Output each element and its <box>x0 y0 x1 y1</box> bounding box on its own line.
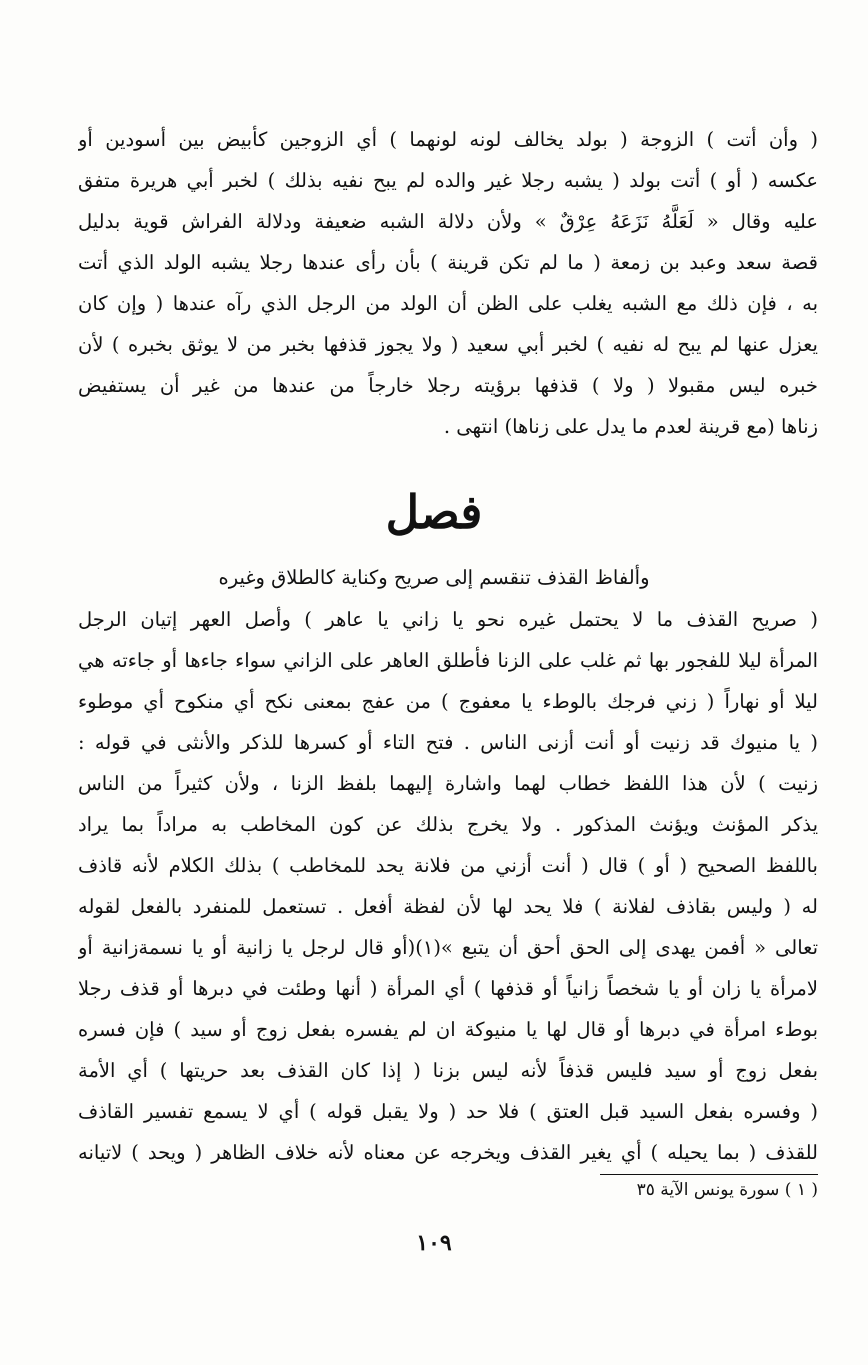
text-line: باللفظ الصحيح ( أو ) قال ( أنت أزني من فلانة يحد للمخاطب ) بذلك الكلام لأنه قاذف <box>78 854 818 877</box>
text-line: ( يا منيوك قد زنيت أو أنت أزنى الناس . فتح التاء أو كسرها للذكر والأنثى في قوله : <box>78 731 818 754</box>
text-line: يذكر المؤنث ويؤنث المذكور . ولا يخرج بذلك عن كون المخاطب به مراداً بما يراد <box>78 813 818 836</box>
text-line: ( وفسره بفعل السيد قبل العتق ) فلا حد ( ولا يقبل قوله ) أي لا يسمع تفسير القاذف <box>78 1100 818 1123</box>
text-line: يعزل عنها لم يبح له نفيه ) لخبر أبي سعيد ( ولا يجوز قذفها بخبر من لا يوثق بخبره ) لأن <box>78 333 818 356</box>
text-line: ( وأن أتت ) الزوجة ( بولد يخالف لونه لونهما ) أي الزوجين كأبيض بين أسودين أو <box>78 128 818 151</box>
text-line: عكسه ( أو ) أتت بولد ( يشبه رجلا غير والده لم يبح نفيه بذلك ) لخبر أبي هريرة متفق <box>78 169 818 192</box>
text-line: ليلا أو نهاراً ( زني فرجك بالوطء يا معفوج ) من عفج بمعنى نكح أي منكوح أي موطوء <box>78 690 818 713</box>
text-line: به ، فإن ذلك مع الشبه يغلب على الظن أن الولد من الرجل الذي رآه عندها ( وإن كان <box>78 292 818 315</box>
text-line: المرأة ليلا للفجور بها ثم غلب على الزنا فأطلق العاهر على الزاني سواء جاءها أو جاءته هي <box>78 649 818 672</box>
footnote: ( ١ ) سورة يونس الآية ٣٥ <box>636 1180 818 1200</box>
page-number: ١٠٩ <box>416 1230 452 1256</box>
paragraph-1 <box>78 119 818 447</box>
text-line: للقذف ( بما يحيله ) أي يغير القذف ويخرجه عن معناه لأنه خلاف الظاهر ( ويحد ) لاتيانه <box>78 1141 818 1164</box>
paragraph-2 <box>78 599 818 1173</box>
text-line: زناها (مع قرينة لعدم ما يدل على زناها) انتهى . <box>443 415 818 438</box>
text-line: بفعل زوج أو سيد فليس قذفاً لأنه ليس بزنا ( إذا كان القذف بعد حريتها ) أي الأمة <box>78 1059 818 1082</box>
text-line: زنيت ) لأن هذا اللفظ خطاب لهما واشارة إليهما بلفظ الزنا ، ولأن كثيراً من الناس <box>78 772 818 795</box>
text-line: تعالى « أفمن يهدى إلى الحق أحق أن يتبع »(١)(أو قال لرجل يا زانية أو يا نسمةزانية أو <box>78 936 818 959</box>
text-line: قصة سعد وعبد بن زمعة ( ما لم تكن قرينة ) بأن رأى عندها رجلا يشبه الولد الذي أتت <box>78 251 818 274</box>
section-subheading: وألفاظ القذف تنقسم إلى صريح وكناية كالطلاق وغيره <box>218 566 650 589</box>
text-line: له ( وليس بقاذف لفلانة ) فلا يحد لها لأن لفظة أفعل . تستعمل للمنفرد بالفعل لقوله <box>78 895 818 918</box>
text-line: عليه وقال « لَعَلَّهُ نَزَعَهُ عِرْقٌ » ولأن دلالة الشبه ضعيفة ودلالة الفراش قوية بدليل <box>78 210 818 233</box>
text-line: لامرأة يا زان أو يا شخصاً زانياً أو قذفها ) أي المرأة ( أنها وطئت في دبرها أو قذف رجلا <box>78 977 818 1000</box>
text-line: بوطء امرأة في دبرها أو قال لها يا منيوكة ان لم يفسره بفعل زوج أو سيد ) فإن فسره <box>78 1018 818 1041</box>
text-line: خبره ليس مقبولا ( ولا ) قذفها برؤيته رجلا خارجاً من عندها من غير أن يستفيض <box>78 374 818 397</box>
footnote-divider <box>600 1174 818 1175</box>
section-heading: فصل <box>385 485 483 539</box>
text-line: ( صريح القذف ما لا يحتمل غيره نحو يا زاني يا عاهر ) وأصل العهر إتيان الرجل <box>78 608 818 631</box>
